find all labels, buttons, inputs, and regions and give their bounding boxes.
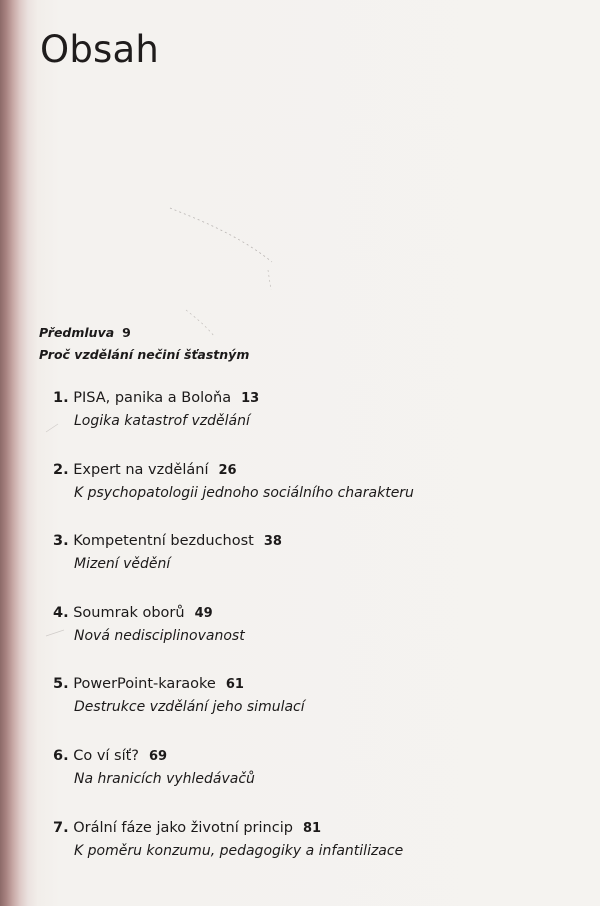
chapter-heading [53,745,593,768]
chapter-title: Expert na vzdělání [73,461,209,478]
chapter-page-number: 61 [225,677,244,693]
chapter-heading [53,459,593,482]
preface-subtitle: Proč vzdělání nečiní šťastným [39,347,250,362]
chapter-title: Soumrak oborů [73,604,185,621]
chapter-entry-3 [53,530,593,602]
preface-page-number: 9 [122,325,131,340]
preface-label: Předmluva [39,325,115,340]
chapter-page-number: 49 [194,605,213,621]
chapter-number: 1. [53,390,69,406]
chapter-page-number: 69 [149,748,168,764]
chapter-heading [53,387,593,410]
chapter-number: 3. [53,533,69,550]
chapter-subtitle: Na hranicích vyhledávačů [74,770,255,787]
chapter-number: 7. [53,819,69,836]
chapter-entry-1 [53,387,593,459]
chapter-heading [53,530,593,553]
chapter-entry-5 [53,673,593,745]
chapter-title: Orální fáze jako životní princip [73,819,293,836]
chapter-number: 6. [53,747,69,764]
chapter-subtitle: Nová nedisciplinovanost [74,627,245,644]
chapter-title: Kompetentní bezduchost [73,533,254,550]
chapter-title: PowerPoint-karaoke [73,676,216,693]
preface-entry [39,322,559,366]
chapter-title: Co ví síť? [73,747,140,764]
chapter-page-number: 38 [263,534,282,550]
chapter-subtitle: Logika katastrof vzdělání [74,413,250,429]
chapter-entry-7 [53,817,593,889]
chapter-number: 5. [53,676,69,693]
chapter-title: PISA, panika a Boloňa [73,390,232,406]
chapter-number: 4. [53,604,69,621]
chapter-number: 2. [53,461,69,478]
chapter-page-number: 81 [302,820,322,836]
preface-heading [39,322,559,344]
chapter-heading [53,673,593,696]
chapter-subtitle: Destrukce vzdělání jeho simulací [74,699,305,716]
chapter-heading [53,817,593,840]
chapter-entry-6 [53,745,593,817]
chapter-subtitle: K poměru konzumu, pedagogiky a infantilizace [74,842,404,859]
chapter-page-number: 13 [241,391,260,406]
chapter-list [53,387,593,888]
chapter-page-number: 26 [218,462,237,478]
chapter-entry-4 [53,602,593,674]
page-title: Obsah [40,28,160,71]
chapter-subtitle: Mizení vědění [74,556,171,573]
chapter-heading [53,602,593,625]
chapter-subtitle: K psychopatologii jednoho sociálního charakteru [74,484,414,501]
chapter-entry-2 [53,459,593,531]
